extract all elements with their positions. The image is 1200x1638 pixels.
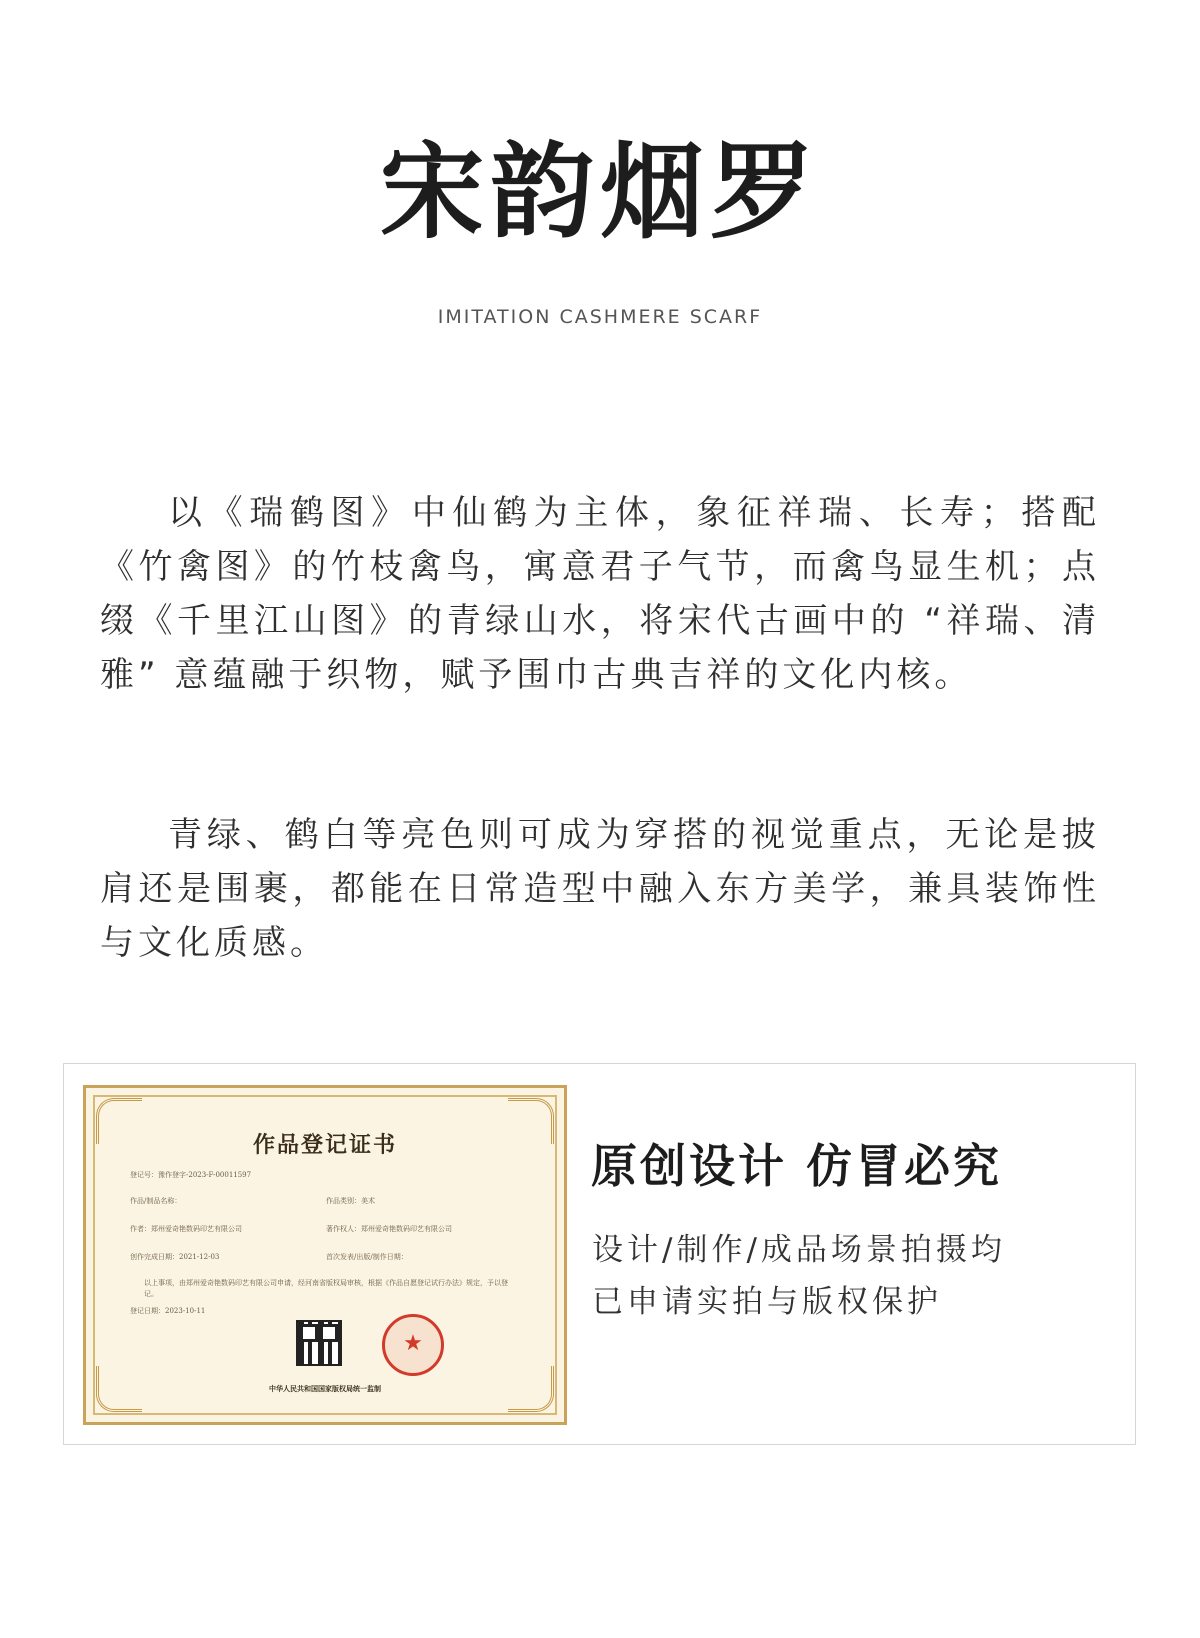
certificate-author: 作者：郑州爱奇艳数码印艺有限公司 <box>130 1225 242 1233</box>
claim-heading: 原创设计 仿冒必究 <box>591 1139 1003 1193</box>
page-subtitle: IMITATION CASHMERE SCARF <box>437 306 763 328</box>
certificate-owner: 著作权人：郑州爱奇艳数码印艺有限公司 <box>326 1225 452 1233</box>
claim-line-1: 设计/制作/成品场景拍摄均 <box>592 1232 1006 1268</box>
certificate-title: 作品登记证书 <box>252 1132 397 1158</box>
certificate-completed: 创作完成日期：2021-12-03 <box>130 1253 220 1261</box>
page-title: 宋韵烟罗 <box>379 130 820 253</box>
seal-star-icon: ★ <box>403 1331 423 1356</box>
official-seal-icon <box>382 1314 444 1376</box>
certificate-published: 首次发表/出版/制作日期： <box>326 1253 408 1261</box>
certificate-reg-no: 登记号：豫作登字-2023-F-00011597 <box>130 1171 252 1179</box>
certificate-work-type: 作品类别：美术 <box>326 1197 375 1205</box>
copyright-card <box>63 1063 1136 1445</box>
qr-code-icon <box>296 1320 342 1366</box>
certificate-statement: 以上事项，由郑州爱奇艳数码印艺有限公司申请，经河南省版权局审核，根据《作品自愿登记试行办法》规定，予以登记。 <box>144 1279 508 1298</box>
certificate-reg-date: 登记日期：2023-10-11 <box>130 1307 206 1315</box>
certificate-work-name: 作品/制品名称： <box>130 1197 182 1205</box>
intro-paragraph-1: 以《瑞鹤图》中仙鹤为主体，象征祥瑞、长寿；搭配《竹禽图》的竹枝禽鸟，寓意君子气节，而禽鸟显生机；点缀《千里江山图》的青绿山水，将宋代古画中的 “祥瑞、清雅” 意蕴融于织物，赋予围巾古典吉祥的文化内核。 <box>100 493 1100 695</box>
certificate-footer: 中华人民共和国国家版权局统一监制 <box>269 1384 381 1393</box>
certificate-image <box>83 1085 567 1425</box>
claim-line-2: 已申请实拍与版权保护 <box>592 1284 942 1320</box>
intro-paragraph-2: 青绿、鹤白等亮色则可成为穿搭的视觉重点，无论是披肩还是围裹，都能在日常造型中融入东方美学，兼具装饰性与文化质感。 <box>100 815 1100 963</box>
